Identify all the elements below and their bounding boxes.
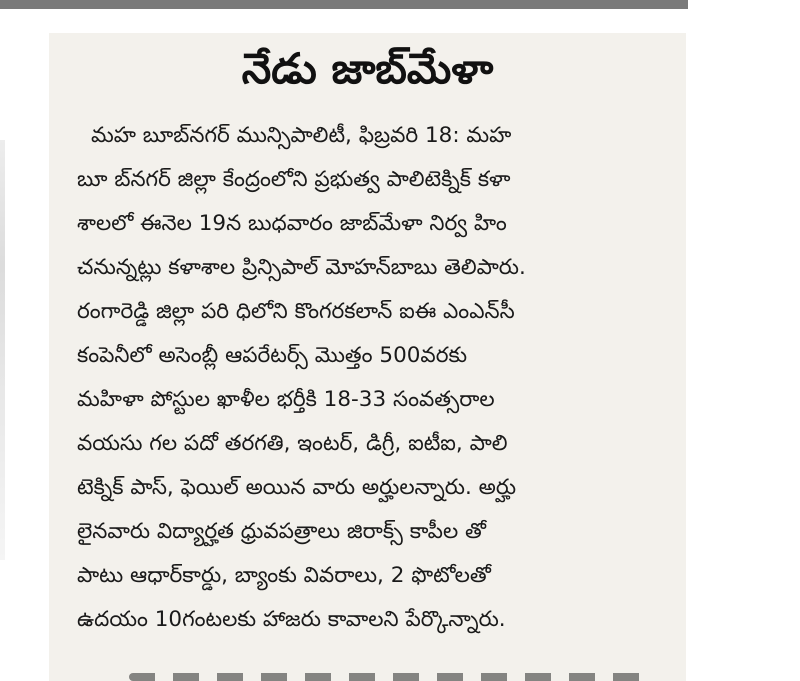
article-line-11: పాటు ఆధార్‌కార్డు, బ్యాంకు వివరాలు, 2 ఫొటోలతో — [77, 563, 491, 588]
adjacent-column-edge — [0, 140, 5, 560]
top-column-rule — [0, 0, 688, 9]
article-line-7: మహిళా పోస్టుల ఖాళీల భర్తీకి 18-33 సంవత్సరాల — [77, 387, 495, 412]
article-line-10: లైనవారు విద్యార్హత ధ్రువపత్రాలు జిరాక్స్ కాపీల తో — [77, 519, 487, 544]
article-headline: నేడు జాబ్‌మేళా — [241, 44, 494, 93]
cut-off-next-line — [129, 673, 649, 681]
article-line-4: చనున్నట్లు కళాశాల ప్రిన్సిపాల్ మోహన్‌బాబు తెలిపారు. — [77, 255, 526, 280]
article-line-1: మహ బూబ్‌నగర్ మున్సిపాలిటీ, ఫిబ్రవరి 18: మహ — [91, 123, 512, 148]
article-line-3: శాలలో ఈనెల 19న బుధవారం జాబ్‌మేళా నిర్వ హిం — [77, 211, 507, 236]
article-line-9: టెక్నిక్ పాస్, ఫెయిల్ అయిన వారు అర్హులన్నారు. అర్హు — [77, 475, 517, 500]
article-line-8: వయసు గల పదో తరగతి, ఇంటర్, డిగ్రీ, ఐటీఐ, పాలి — [77, 431, 508, 456]
article-line-6: కంపెనీలో అసెంబ్లీ ఆపరేటర్స్ మొత్తం 500వరకు — [77, 343, 468, 368]
article-line-2: బూ బ్‌నగర్ జిల్లా కేంద్రంలోని ప్రభుత్వ పాలిటెక్నిక్ కళా — [77, 167, 511, 192]
article-line-12: ఉదయం 10గంటలకు హాజరు కావాలని పేర్కొన్నారు. — [77, 607, 506, 632]
article-line-5: రంగారెడ్డి జిల్లా పరి ధిలోని కొంగరకలాన్ ఐఈ ఎంఎన్‌సీ — [77, 299, 515, 324]
news-clipping — [49, 33, 686, 681]
